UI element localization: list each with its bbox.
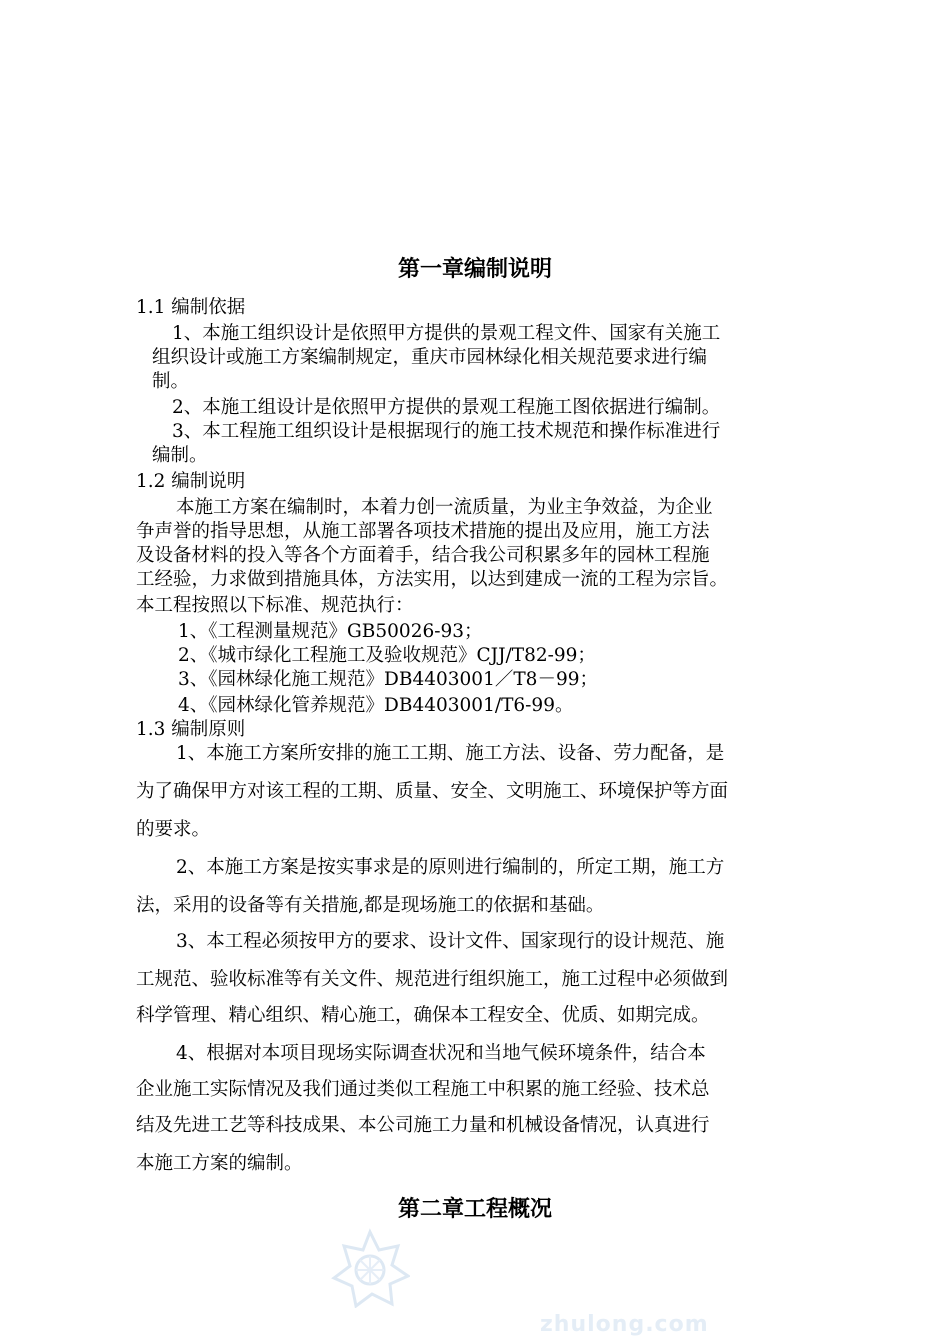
paragraph-line: 本施工方案在编制时，本着力创一流质量，为业主争效益，为企业 <box>176 497 713 518</box>
section1-3-heading: 1.3 编制原则 <box>136 719 246 740</box>
paragraph-line: 为了确保甲方对该工程的工期、质量、安全、文明施工、环境保护等方面 <box>136 781 729 802</box>
paragraph-line: 结及先进工艺等科技成果、本公司施工力量和机械设备情况，认真进行 <box>136 1115 710 1136</box>
paragraph-line: 3、本工程必须按甲方的要求、设计文件、国家现行的设计规范、施 <box>176 931 725 952</box>
paragraph-line: 的要求。 <box>136 819 211 840</box>
standard-item: 1、《工程测量规范》GB50026-93； <box>178 621 483 642</box>
paragraph-line: 工规范、验收标准等有关文件、规范进行组织施工，施工过程中必须做到 <box>136 969 729 990</box>
paragraph-line: 工经验，力求做到措施具体，方法实用，以达到建成一流的工程为宗旨。 <box>136 569 729 590</box>
paragraph-line: 1、本施工方案所安排的施工工期、施工方法、设备、劳力配备，是 <box>176 743 725 764</box>
paragraph-line: 1、本施工组织设计是依照甲方提供的景观工程文件、国家有关施工 <box>172 323 721 344</box>
paragraph-line: 企业施工实际情况及我们通过类似工程施工中积累的施工经验、技术总 <box>136 1079 710 1100</box>
watermark-text: zhulong.com <box>540 1312 709 1337</box>
chapter1-title: 第一章编制说明 <box>397 257 552 282</box>
section1-2-heading: 1.2 编制说明 <box>136 471 246 492</box>
paragraph-line: 编制。 <box>152 445 208 466</box>
watermark-logo-icon <box>330 1228 410 1308</box>
paragraph-line: 组织设计或施工方案编制规定，重庆市园林绿化相关规范要求进行编 <box>152 347 708 368</box>
paragraph-line: 3、本工程施工组织设计是根据现行的施工技术规范和操作标准进行 <box>172 421 721 442</box>
paragraph-line: 本施工方案的编制。 <box>136 1153 303 1174</box>
paragraph-line: 2、本施工组设计是依照甲方提供的景观工程施工图依据进行编制。 <box>172 397 721 418</box>
standard-item: 3、《园林绿化施工规范》DB4403001／T8－99； <box>178 669 598 690</box>
paragraph-line: 法，采用的设备等有关措施,都是现场施工的依据和基础。 <box>136 895 605 916</box>
paragraph-line: 2、本施工方案是按实事求是的原则进行编制的，所定工期，施工方 <box>176 857 725 878</box>
paragraph-line: 本工程按照以下标准、规范执行： <box>136 595 414 616</box>
standard-item: 4、《园林绿化管养规范》DB4403001/T6-99。 <box>178 695 574 716</box>
paragraph-line: 4、根据对本项目现场实际调查状况和当地气候环境条件，结合本 <box>176 1043 706 1064</box>
chapter2-title: 第二章工程概况 <box>397 1197 552 1222</box>
paragraph-line: 争声誉的指导思想，从施工部署各项技术措施的提出及应用，施工方法 <box>136 521 710 542</box>
section1-1-heading: 1.1 编制依据 <box>136 297 246 318</box>
paragraph-line: 及设备材料的投入等各个方面着手，结合我公司积累多年的园林工程施 <box>136 545 710 566</box>
paragraph-line: 科学管理、精心组织、精心施工，确保本工程安全、优质、如期完成。 <box>136 1005 710 1026</box>
standard-item: 2、《城市绿化工程施工及验收规范》CJJ/T82-99； <box>178 645 596 666</box>
paragraph-line: 制。 <box>152 371 190 392</box>
